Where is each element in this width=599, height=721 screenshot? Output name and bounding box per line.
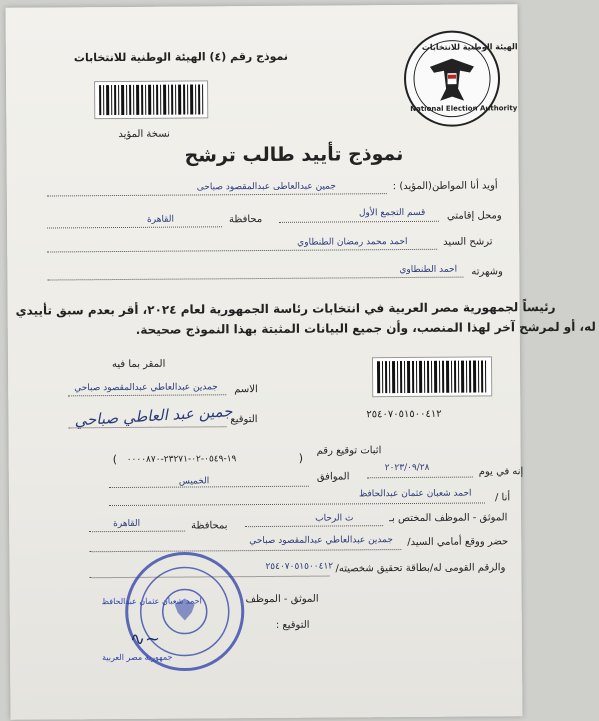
stamp-org: جمهورية مصر العربية bbox=[102, 652, 173, 663]
residence-line bbox=[279, 221, 439, 223]
nickname-value: احمد الطنطاوي bbox=[399, 264, 458, 276]
election-authority-logo bbox=[402, 28, 518, 129]
notary-gov-value: القاهرة bbox=[113, 518, 141, 530]
day-line bbox=[367, 477, 473, 479]
copy-label: نسخة المؤيد bbox=[118, 128, 170, 141]
notary-i-label: أنا / bbox=[494, 492, 511, 504]
nickname-label: وشهرته bbox=[471, 266, 503, 278]
declarant-name-line bbox=[68, 394, 226, 396]
declarant-name-value: جمدين عبدالعاطي عبدالمقصود صباحي bbox=[74, 382, 218, 394]
barcode-graphic bbox=[95, 81, 207, 118]
authority-name-en: National Election Authority bbox=[410, 104, 518, 113]
paren-close: ) bbox=[112, 453, 118, 467]
declarant-barcode bbox=[372, 356, 492, 397]
date-label: الموافق bbox=[316, 471, 350, 483]
declarant-signature-line bbox=[68, 426, 226, 428]
declaration-line-2: له، أو لمرشح آخر لهذا المنصب، وأن جميع البيانات المثبتة بهذا النموذج صحيحة. bbox=[135, 319, 596, 337]
notary-signature-scribble: ∽∿ bbox=[129, 628, 161, 650]
notary-name-value: احمد شعبان عثمان عبدالحافظ bbox=[358, 488, 472, 500]
residence-value: قسم التجمع الأول bbox=[358, 207, 426, 219]
notary-role-label: الموثق - الموظف bbox=[245, 593, 319, 606]
page-title: نموذج تأييد طالب ترشح bbox=[184, 143, 404, 167]
candidate-value: احمد محمد رمضان الطنطاوي bbox=[297, 236, 408, 248]
declarant-name-label: الاسم bbox=[234, 384, 258, 396]
residence-label: ومحل إقامتي bbox=[446, 210, 502, 222]
form-number-title: نموذج رقم (٤) الهيئة الوطنية للانتخابات bbox=[73, 49, 289, 65]
id-label: والرقم القومى له/بطاقة تحقيق شخصيته/ bbox=[335, 562, 506, 575]
declaration-line-1: رئيساً لجمهورية مصر العربية في انتخابات رئاسة الجمهورية لعام ٢٠٢٤، أقر بعدم سبق تأييدي bbox=[15, 299, 556, 318]
attended-label: حضر ووقع أمامي السيد/ bbox=[407, 536, 509, 549]
notary-name-line bbox=[109, 502, 485, 506]
citizen-value: جمين عبدالعاطى عبدالمقصود صباحى bbox=[196, 181, 336, 193]
id-value: ٢٥٤٠٧٠٥١٥٠٠٤١٢ bbox=[265, 561, 334, 572]
day-value: الخميس bbox=[178, 476, 210, 487]
governorate-value: القاهرة bbox=[146, 214, 175, 225]
declarant-national-id: ٢٥٤٠٧٠٥١٥٠٠٤١٢ bbox=[366, 408, 442, 421]
notary-office-line bbox=[245, 525, 383, 527]
date-value: ٢٠٢٣/٠٩/٢٨ bbox=[384, 462, 430, 474]
declarant-signature-label: التوقيع bbox=[230, 414, 258, 426]
candidate-label: ترشح السيد bbox=[443, 236, 493, 248]
declarant-signature: جمين عبد العاطي صباحي bbox=[73, 402, 233, 430]
citizen-line bbox=[47, 193, 387, 196]
declarant-title: المقر بما فيه bbox=[111, 358, 166, 371]
paren-open: ( bbox=[298, 451, 304, 465]
barcode-graphic bbox=[373, 357, 491, 396]
authority-name-ar: الهيئة الوطنية للانتخابات bbox=[421, 42, 518, 52]
attended-value: جمدين عبدالعاطي عبدالمقصود صباحي bbox=[249, 535, 393, 547]
governorate-line bbox=[47, 226, 222, 228]
nomination-form-page bbox=[6, 4, 596, 720]
notary-gov-line bbox=[89, 531, 185, 533]
notary-sign-label: التوقيع : bbox=[275, 619, 310, 631]
notary-gov-label: بمحافظة bbox=[191, 520, 228, 532]
signature-number-value: ١٩-٠٥٤٩-٠٢-٢٣٢٧١-٠٠٠٠٨٧٠ bbox=[126, 454, 237, 465]
notary-office-label: الموثق - الموظف المختص بـ bbox=[389, 512, 508, 525]
candidate-line bbox=[47, 249, 437, 253]
day-label: إنه في يوم bbox=[478, 466, 524, 478]
governorate-label: محافظة bbox=[228, 214, 263, 226]
stamp-name: احمد شعبان عثمان عبدالحافظ bbox=[101, 596, 202, 607]
signature-number-label: اثبات توقيع رقم bbox=[316, 445, 382, 457]
date-line bbox=[109, 486, 309, 488]
nickname-line bbox=[47, 277, 463, 281]
top-barcode bbox=[94, 80, 208, 119]
notary-office-value: ث الرحاب bbox=[315, 513, 354, 524]
citizen-label: أويد أنا المواطن(المؤيد) : bbox=[392, 180, 498, 193]
